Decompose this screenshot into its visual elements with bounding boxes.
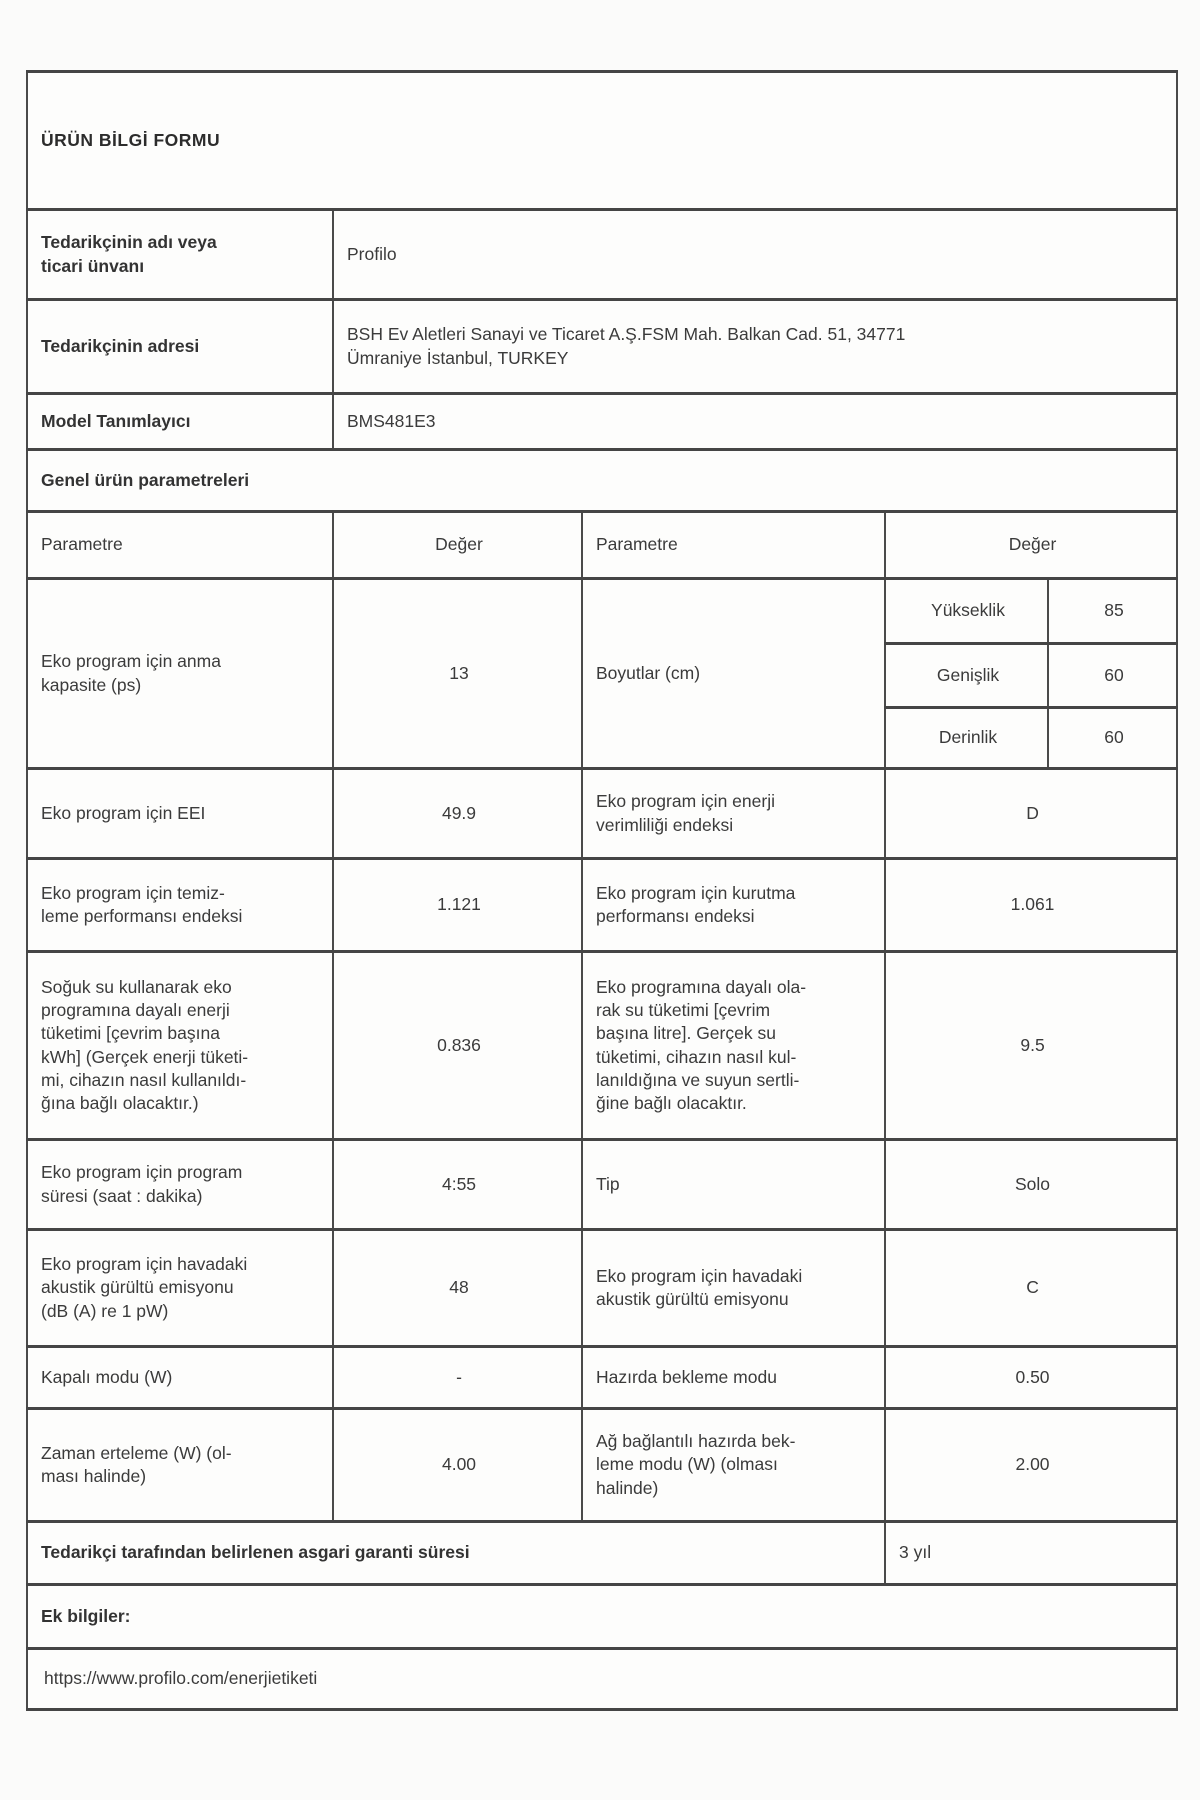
extra-info-label: Ek bilgiler:: [27, 1585, 1177, 1649]
param-label-off-mode: Kapalı modu (W): [27, 1347, 333, 1409]
column-header-param-right: Parametre: [582, 512, 885, 579]
energy-label-url: https://www.profilo.com/enerjietiketi: [27, 1649, 1177, 1710]
param-label-drying-index: Eko program için kurutma performansı endeksi: [582, 859, 885, 952]
supplier-name-label: Tedarikçinin adı veya ticari ünvanı: [27, 210, 333, 300]
param-label-noise-emission: Eko program için havadaki akustik gürültü emisyonu (dB (A) re 1 pW): [27, 1230, 333, 1347]
supplier-name-value: Profilo: [333, 210, 1177, 300]
param-label-networked-standby: Ağ bağlantılı hazırda bek- leme modu (W) (olması halinde): [582, 1409, 885, 1522]
model-value: BMS481E3: [333, 394, 1177, 450]
param-label-water-consumption: Eko programına dayalı ola- rak su tüketimi [çevrim başına litre]. Gerçek su tüketimi, cihazın nasıl kul- lanıldığına ve suyun sertli- ğine bağlı olacaktır.: [582, 952, 885, 1140]
warranty-label: Tedarikçi tarafından belirlenen asgari garanti süresi: [27, 1522, 885, 1585]
param-value-networked-standby: 2.00: [885, 1409, 1177, 1522]
column-header-value-left: Değer: [333, 512, 582, 579]
param-label-eei: Eko program için EEI: [27, 769, 333, 859]
dim-name-width: Genişlik: [885, 644, 1048, 708]
param-value-water-consumption: 9.5: [885, 952, 1177, 1140]
param-label-capacity: Eko program için anma kapasite (ps): [27, 579, 333, 769]
column-header-value-right: Değer: [885, 512, 1177, 579]
param-label-standby-mode: Hazırda bekleme modu: [582, 1347, 885, 1409]
column-header-param-left: Parametre: [27, 512, 333, 579]
dim-value-height: 85: [1048, 579, 1177, 644]
param-label-type: Tip: [582, 1140, 885, 1230]
model-label: Model Tanımlayıcı: [27, 394, 333, 450]
param-value-energy-consumption: 0.836: [333, 952, 582, 1140]
param-value-capacity: 13: [333, 579, 582, 769]
dim-value-width: 60: [1048, 644, 1177, 708]
supplier-address-value: BSH Ev Aletleri Sanayi ve Ticaret A.Ş.FSM Mah. Balkan Cad. 51, 34771 Ümraniye İstanbul, TURKEY: [333, 300, 1177, 394]
param-label-cleaning-index: Eko program için temiz- leme performansı endeksi: [27, 859, 333, 952]
warranty-value: 3 yıl: [885, 1522, 1177, 1585]
param-value-eei: 49.9: [333, 769, 582, 859]
param-value-delay-start: 4.00: [333, 1409, 582, 1522]
param-label-delay-start: Zaman erteleme (W) (ol- ması halinde): [27, 1409, 333, 1522]
supplier-address-label: Tedarikçinin adresi: [27, 300, 333, 394]
form-title: ÜRÜN BİLGİ FORMU: [27, 72, 1177, 210]
param-value-cleaning-index: 1.121: [333, 859, 582, 952]
param-label-energy-class: Eko program için enerji verimliliği endeksi: [582, 769, 885, 859]
param-value-noise-emission: 48: [333, 1230, 582, 1347]
param-label-program-duration: Eko program için program süresi (saat : dakika): [27, 1140, 333, 1230]
dim-value-depth: 60: [1048, 708, 1177, 769]
param-value-drying-index: 1.061: [885, 859, 1177, 952]
section-header-general-parameters: Genel ürün parametreleri: [27, 450, 1177, 512]
param-label-noise-class: Eko program için havadaki akustik gürültü emisyonu: [582, 1230, 885, 1347]
product-info-table: [26, 70, 1178, 1711]
param-value-energy-class: D: [885, 769, 1177, 859]
param-label-energy-consumption: Soğuk su kullanarak eko programına dayalı enerji tüketimi [çevrim başına kWh] (Gerçek enerji tüketi- mi, cihazın nasıl kullanıldı- ğına bağlı olacaktır.): [27, 952, 333, 1140]
param-label-dimensions: Boyutlar (cm): [582, 579, 885, 769]
param-value-standby-mode: 0.50: [885, 1347, 1177, 1409]
param-value-type: Solo: [885, 1140, 1177, 1230]
dim-name-height: Yükseklik: [885, 579, 1048, 644]
param-value-off-mode: -: [333, 1347, 582, 1409]
param-value-noise-class: C: [885, 1230, 1177, 1347]
param-value-program-duration: 4:55: [333, 1140, 582, 1230]
dim-name-depth: Derinlik: [885, 708, 1048, 769]
